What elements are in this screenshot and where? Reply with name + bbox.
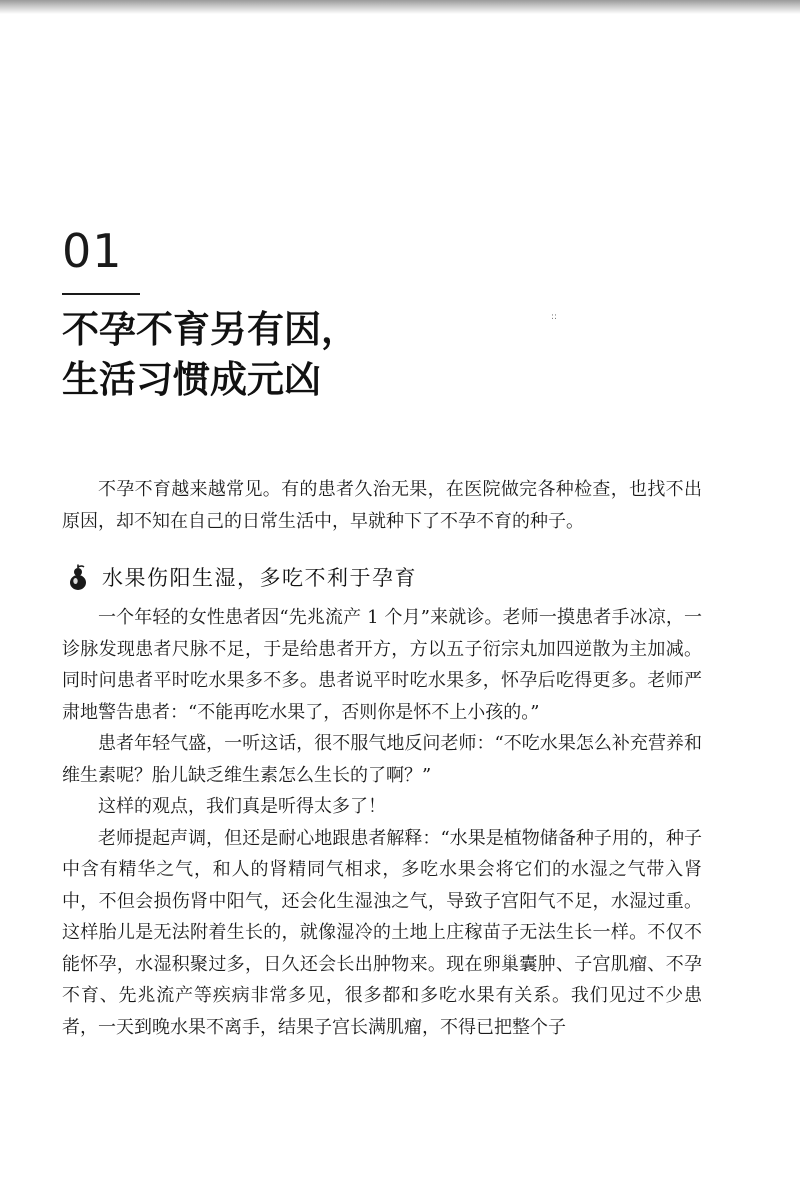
stray-mark: :: bbox=[551, 312, 558, 322]
section-heading bbox=[62, 562, 417, 592]
chapter-title bbox=[62, 305, 562, 405]
paragraph-2: 患者年轻气盛，一听这话，很不服气地反问老师：“不吃水果怎么补充营养和维生素呢？胎儿缺乏维生素怎么生长的了啊？” bbox=[62, 733, 702, 786]
section-title: 水果伤阳生湿，多吃不利于孕育 bbox=[102, 566, 417, 590]
chapter-number: 01 bbox=[62, 224, 123, 278]
chapter-title-line-1: 不孕不育另有因， bbox=[62, 308, 358, 351]
paragraph-4: 老师提起声调，但还是耐心地跟患者解释：“水果是植物储备种子用的，种子中含有精华之气，和人的肾精同气相求，多吃水果会将它们的水湿之气带入肾中，不但会损伤肾中阳气，还会化生湿浊之气，导致子宫阳气不足，水湿过重。这样胎儿是无法附着生长的，就像湿冷的土地上庄稼苗子无法生长一样。不仅不能怀孕，水湿积聚过多，日久还会长出肿物来。现在卵巢囊肿、子宫肌瘤、不孕不育、先兆流产等疾病非常多见，很多都和多吃水果有关系。我们见过不少患者，一天到晚水果不离手，结果子宫长满肌瘤，不得已把整个子 bbox=[62, 827, 702, 1038]
main-text bbox=[62, 602, 702, 1043]
intro-block bbox=[62, 474, 702, 537]
intro-paragraph: 不孕不育越来越常见。有的患者久治无果，在医院做完各种检查，也找不出原因，却不知在自己的日常生活中，早就种下了不孕不育的种子。 bbox=[62, 479, 702, 532]
gourd-icon bbox=[66, 563, 90, 591]
paragraph-1: 一个年轻的女性患者因“先兆流产 1 个月”来就诊。老师一摸患者手冰凉，一诊脉发现患者尺脉不足，于是给患者开方，方以五子衍宗丸加四逆散为主加减。同时问患者平时吃水果多不多。患者说平时吃水果多，怀孕后吃得更多。老师严肃地警告患者：“不能再吃水果了，否则你是怀不上小孩的。” bbox=[62, 607, 702, 723]
paragraph-3: 这样的观点，我们真是听得太多了！ bbox=[98, 796, 386, 817]
chapter-title-line-2: 生活习惯成元凶 bbox=[62, 358, 321, 401]
scan-top-shadow bbox=[0, 0, 800, 14]
chapter-rule bbox=[62, 293, 140, 295]
